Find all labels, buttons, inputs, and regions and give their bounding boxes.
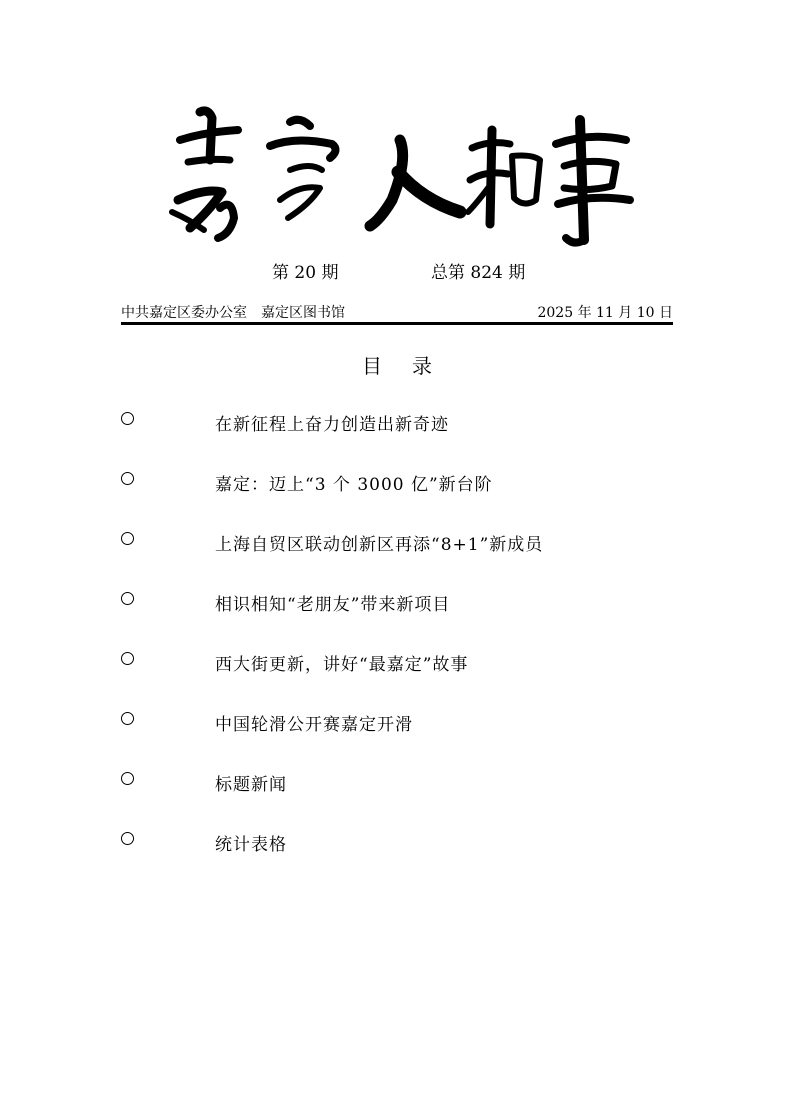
toc-item-title[interactable]: 上海自贸区联动创新区再添“8+1”新成员 [215, 535, 544, 555]
circle-bullet-icon [121, 472, 134, 485]
circle-bullet-icon [121, 592, 134, 605]
toc-item-title[interactable]: 标题新闻 [215, 775, 287, 795]
masthead-logo [160, 100, 640, 248]
toc-item[interactable] [121, 650, 681, 710]
toc-item-title[interactable]: 相识相知“老朋友”带来新项目 [215, 595, 451, 615]
circle-bullet-icon [121, 412, 134, 425]
toc-item-title[interactable]: 中国轮滑公开赛嘉定开滑 [215, 715, 413, 735]
toc-item-title[interactable]: 统计表格 [215, 835, 287, 855]
toc-list [121, 410, 681, 890]
toc-item-title[interactable]: 西大街更新，讲好“最嘉定”故事 [215, 655, 469, 675]
toc-item[interactable] [121, 470, 681, 530]
circle-bullet-icon [121, 772, 134, 785]
toc-item[interactable] [121, 530, 681, 590]
toc-item[interactable] [121, 590, 681, 650]
publication-date: 2025 年 11 月 10 日 [537, 305, 673, 321]
toc-heading: 目录 [362, 354, 462, 378]
masthead-calligraphy [160, 100, 640, 248]
circle-bullet-icon [121, 532, 134, 545]
publisher: 中共嘉定区委办公室 嘉定区图书馆 [121, 305, 345, 321]
circle-bullet-icon [121, 832, 134, 845]
issue-number: 第 20 期 [272, 263, 339, 283]
circle-bullet-icon [121, 652, 134, 665]
toc-item-title[interactable]: 在新征程上奋力创造出新奇迹 [215, 415, 449, 435]
toc-item-title[interactable]: 嘉定：迈上“3 个 3000 亿”新台阶 [215, 475, 493, 495]
toc-item[interactable] [121, 830, 681, 890]
toc-item[interactable] [121, 710, 681, 770]
publisher-row [121, 302, 673, 324]
header-rule [121, 322, 673, 325]
toc-item[interactable] [121, 410, 681, 470]
circle-bullet-icon [121, 712, 134, 725]
issue-total-number: 总第 824 期 [431, 263, 526, 283]
toc-item[interactable] [121, 770, 681, 830]
issue-line [0, 258, 794, 284]
